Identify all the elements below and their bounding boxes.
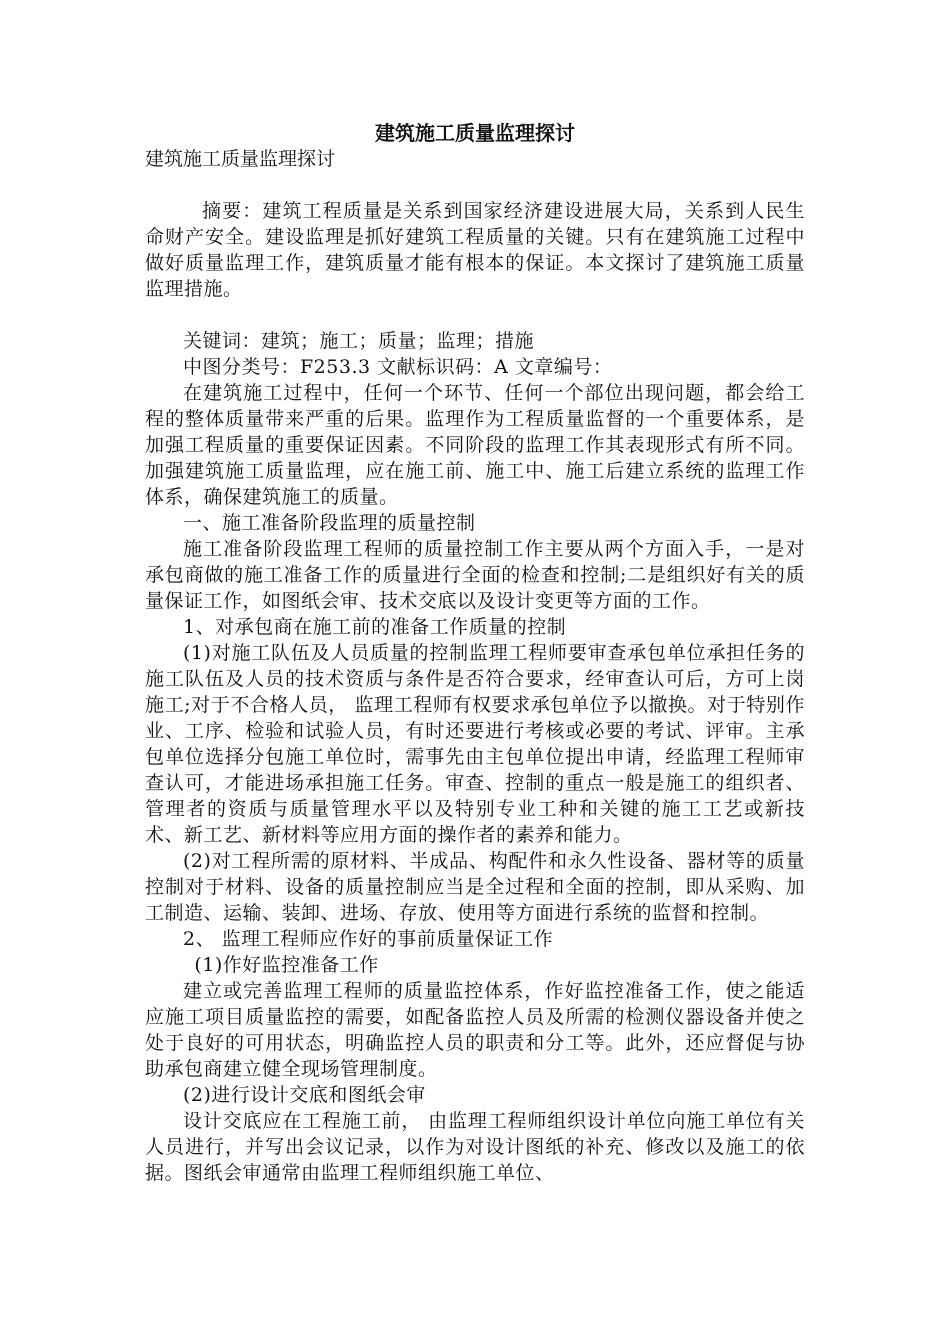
keywords-line: 关键词：建筑；施工；质量；监理；措施 xyxy=(183,330,535,352)
subsection2-item2-paragraph: 设计交底应在工程施工前， 由监理工程师组织设计单位向施工单位有关人员进行，并写出会议记录，以作为对设计图纸的补充、修改以及施工的依据。图纸会审通常由监理工程师组织施工单位、 xyxy=(145,1110,805,1184)
section1-heading: 一、施工准备阶段监理的质量控制 xyxy=(183,512,476,534)
subsection1-item1-paragraph: (1)对施工队伍及人员质量的控制监理工程师要审查承包单位承担任务的施工队伍及人员的技术资质与条件是否符合要求，经审查认可后，方可上岗施工;对于不合格人员， 监理工程师有权要求承包单位予以撤换。对于特别作业、工序、检验和试验人员，有时还要进行考核或必要的考试、评审。主承包单位选择分包施工单位时，需事先由主包单位提出申请，经监理工程师审查认可，才能进场承担施工任务。审查、控制的重点一般是施工的组织者、管理者的资质与质量管理水平以及特别专业工种和关键的施工工艺或新技术、新工艺、新材料等应用方面的操作者的素养和能力。 xyxy=(145,642,805,846)
subsection2-item1-heading: (1)作好监控准备工作 xyxy=(194,954,379,976)
classification-line: 中图分类号：F253.3 文献标识码：A 文章编号： xyxy=(183,356,613,378)
blank-line xyxy=(145,302,805,328)
blank-line xyxy=(145,172,805,198)
subsection1-heading: 1、对承包商在施工前的准备工作质量的控制 xyxy=(183,616,567,638)
subsection2-item2-heading: (2)进行设计交底和图纸会审 xyxy=(183,1084,426,1106)
abstract-paragraph: 摘要：建筑工程质量是关系到国家经济建设进展大局，关系到人民生命财产安全。建设监理是抓好建筑工程质量的关键。只有在建筑施工过程中做好质量监理工作，建筑质量才能有根本的保证。本文探讨了建筑施工质量监理措施。 xyxy=(145,200,805,300)
document-subtitle: 建筑施工质量监理探讨 xyxy=(145,148,336,170)
subsection1-item2-paragraph: (2)对工程所需的原材料、半成品、构配件和永久性设备、器材等的质量控制对于材料、设备的质量控制应当是全过程和全面的控制，即从采购、加工制造、运输、装卸、进场、存放、使用等方面进行系统的监督和控制。 xyxy=(145,850,805,924)
intro-paragraph: 在建筑施工过程中，任何一个环节、任何一个部位出现问题，都会给工程的整体质量带来严重的后果。监理作为工程质量监督的一个重要体系，是加强工程质量的重要保证因素。不同阶段的监理工作其表现形式有所不同。加强建筑施工质量监理，应在施工前、施工中、施工后建立系统的监理工作体系，确保建筑施工的质量。 xyxy=(145,382,805,508)
document-title: 建筑施工质量监理探讨 xyxy=(375,121,575,145)
section1-paragraph: 施工准备阶段监理工程师的质量控制工作主要从两个方面入手，一是对承包商做的施工准备工作的质量进行全面的检查和控制;二是组织好有关的质量保证工作，如图纸会审、技术交底以及设计变更等方面的工作。 xyxy=(145,538,805,612)
document-page xyxy=(145,120,805,1186)
subsection2-item1-paragraph: 建立或完善监理工程师的质量监控体系，作好监控准备工作，使之能适应施工项目质量监控的需要，如配备监控人员及所需的检测仪器设备并使之处于良好的可用状态，明确监控人员的职责和分工等。此外，还应督促与协助承包商建立健全现场管理制度。 xyxy=(145,980,805,1080)
subsection2-heading: 2、 监理工程师应作好的事前质量保证工作 xyxy=(183,928,554,950)
